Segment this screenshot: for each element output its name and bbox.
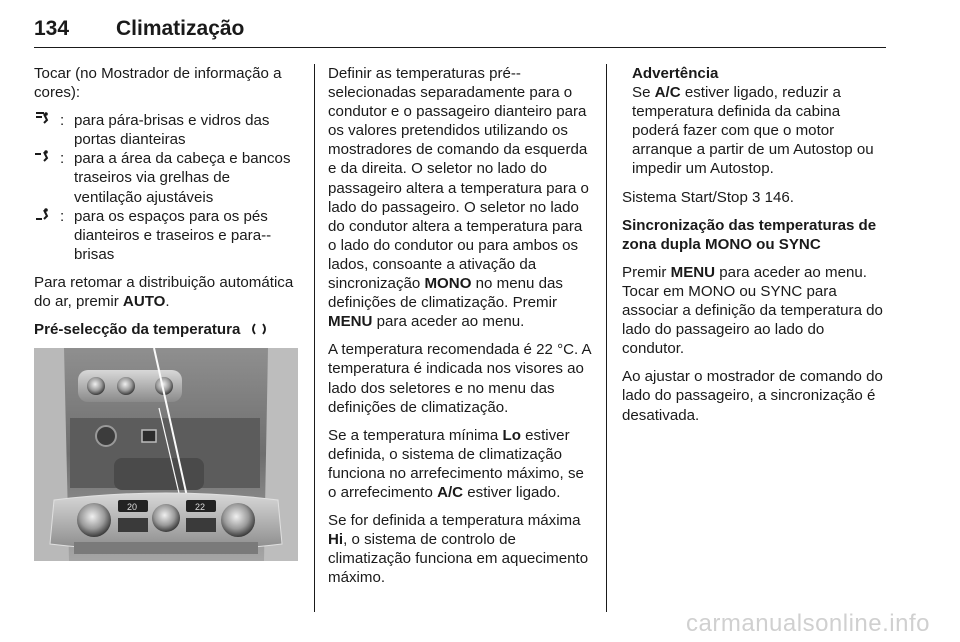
footwell-icon: [34, 207, 60, 264]
list-item-text: para a área da cabeça e bancos traseiros via grelhas de ventilação ajustáveis: [74, 150, 291, 206]
section-heading: Sincronização das temperaturas de zona dupla MONO ou SYNC: [622, 216, 877, 253]
left-temp-display: 20: [127, 502, 138, 513]
page-number: 134: [34, 17, 70, 40]
right-temp-display: 22: [195, 502, 206, 513]
watermark: carmanualsonline.info: [686, 610, 930, 637]
column-divider: [606, 64, 607, 612]
paragraph: A temperatura recomendada é 22 °C. A temperatura é indicada nos visores ao lado dos seletores e no menu das definições de climatização.: [328, 341, 591, 416]
section-heading: Pré-selecção da temperatura: [34, 320, 302, 339]
list-item: : para pára-brisas e vidros das portas dianteiras: [34, 111, 302, 149]
list-item: : para os espaços para os pés dianteiros e traseiros e para--brisas: [34, 207, 302, 264]
paragraph: Ao ajustar o mostrador de comando do lado do passageiro, a sincronização é desativada.: [622, 368, 883, 424]
paragraph: Definir as temperaturas pré--selecionadas separadamente para o condutor e o passageiro dianteiro para os valores pretendidos utilizando os mostradores de comando da esquerda e da direita. O seletor no lado do passageiro altera a temperatura para o lado do passageiro. O seletor no lado do condutor altera a temperatura para o lado do condutor ou para ambos os lados, consoante a ativação da sincronização MONO no menu das definições de climatização. Premir MENU para aceder ao menu.: [328, 65, 589, 331]
warning-text: Se A/C estiver ligado, reduzir a temperatura definida da cabina poderá fazer com que o motor arranque a partir de um Autostop ou impedir um Autostop.: [632, 84, 874, 178]
auto-text: Para retomar a distribuição automática do ar, premir AUTO.: [34, 273, 294, 311]
paragraph: Se a temperatura mínima Lo estiver definida, o sistema de climatização funciona no arrefecimento máximo, se o arrefecimento A/C estiver ligado.: [328, 426, 584, 501]
windscreen-feet-icon: [34, 111, 60, 149]
list-item: : para a área da cabeça e bancos traseiros via grelhas de ventilação ajustáveis: [34, 149, 302, 206]
page-title: Climatização: [116, 17, 245, 40]
paragraph: Premir MENU para aceder ao menu. Tocar em MONO ou SYNC para associar a definição da temperatura do lado do passageiro ao lado do condutor.: [622, 263, 883, 358]
head-vent-icon: [34, 149, 60, 206]
column-2: [328, 64, 594, 596]
column-divider: [314, 64, 315, 612]
column-1: [34, 64, 302, 561]
intro-text: Tocar (no Mostrador de informação a cores):: [34, 65, 282, 102]
list-item-text: para pára-brisas e vidros das portas dianteiras: [74, 112, 270, 149]
temperature-dial-icon: [249, 322, 271, 336]
list-item-text: para os espaços para os pés dianteiros e traseiros e para--brisas: [74, 207, 272, 263]
climate-control-photo: [34, 348, 298, 561]
air-distribution-list: [34, 111, 302, 264]
warning-title: Advertência: [632, 65, 719, 82]
warning-box: [622, 64, 888, 179]
column-3: [622, 64, 888, 434]
cross-reference: Sistema Start/Stop 3 146.: [622, 188, 794, 206]
paragraph: Se for definida a temperatura máxima Hi, o sistema de controlo de climatização funciona em aquecimento máximo.: [328, 512, 589, 587]
header-rule: [34, 47, 886, 48]
